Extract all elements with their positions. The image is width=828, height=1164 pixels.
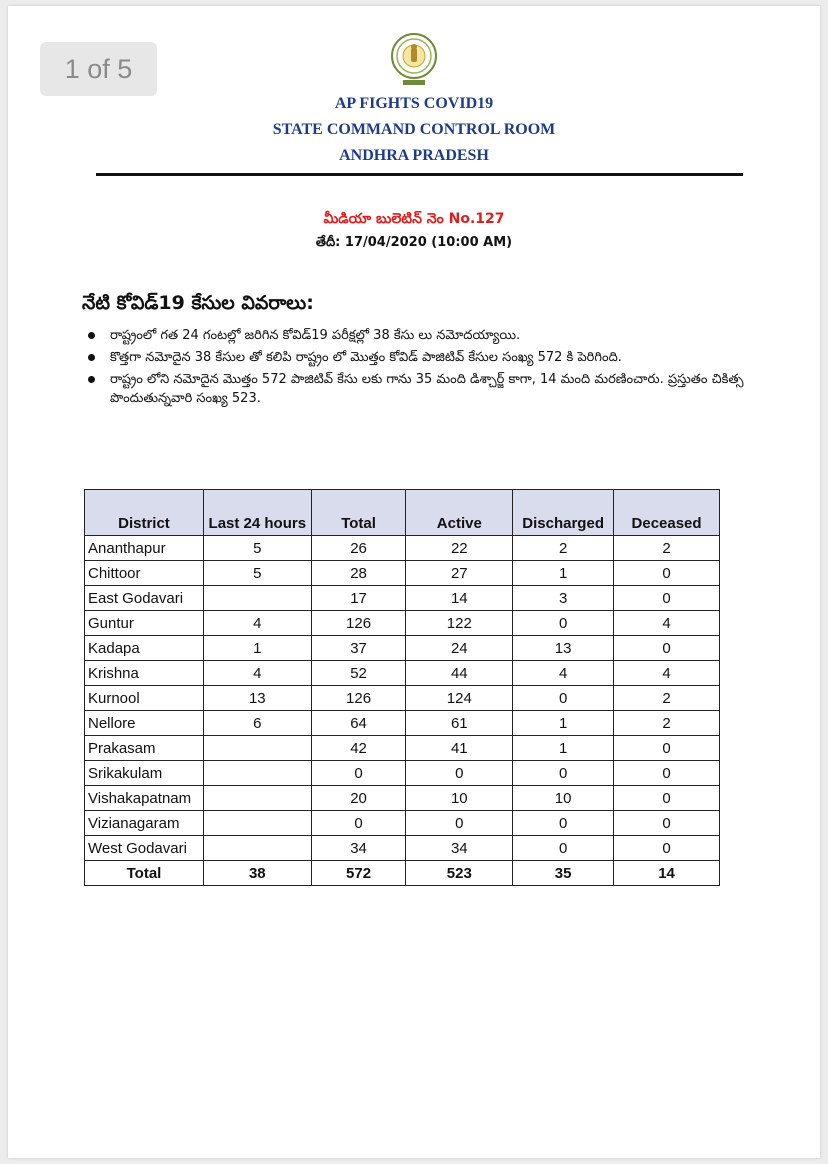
summary-bullet: రాష్ట్రంలో గత 24 గంటల్లో జరిగిన కోవిడ్19 పరీక్షల్లో 38 కేసు లు నమోదయ్యాయి. (84, 326, 748, 345)
total-cell: 64 (311, 711, 406, 736)
active-cell: 24 (406, 636, 513, 661)
total-deceased-cell: 14 (614, 861, 720, 886)
active-cell: 10 (406, 786, 513, 811)
total-active-cell: 523 (406, 861, 513, 886)
last-24-hours-cell: 6 (203, 711, 311, 736)
discharged-cell: 0 (513, 611, 614, 636)
total-last-24-hours-cell: 38 (203, 861, 311, 886)
deceased-cell: 0 (614, 761, 720, 786)
active-cell: 0 (406, 761, 513, 786)
active-cell: 27 (406, 561, 513, 586)
header-line-1: AP FIGHTS COVID19 (334, 95, 494, 112)
district-cell: East Godavari (85, 586, 204, 611)
column-header-total: Total (311, 490, 406, 536)
table-row (85, 536, 720, 561)
deceased-cell: 0 (614, 561, 720, 586)
district-cases-table (84, 489, 720, 886)
discharged-cell: 0 (513, 836, 614, 861)
total-cell: 20 (311, 786, 406, 811)
discharged-cell: 13 (513, 636, 614, 661)
discharged-cell: 10 (513, 786, 614, 811)
last-24-hours-cell (203, 836, 311, 861)
last-24-hours-cell: 5 (203, 536, 311, 561)
district-cell: Srikakulam (85, 761, 204, 786)
active-cell: 122 (406, 611, 513, 636)
deceased-cell: 0 (614, 836, 720, 861)
active-cell: 61 (406, 711, 513, 736)
table-row (85, 836, 720, 861)
active-cell: 14 (406, 586, 513, 611)
table-row (85, 761, 720, 786)
last-24-hours-cell (203, 761, 311, 786)
total-cell: 34 (311, 836, 406, 861)
table-row (85, 586, 720, 611)
header-line-3: ANDHRA PRADESH (339, 147, 489, 164)
deceased-cell: 2 (614, 686, 720, 711)
district-cell: Prakasam (85, 736, 204, 761)
discharged-cell: 1 (513, 736, 614, 761)
total-cell: 52 (311, 661, 406, 686)
district-cell: Ananthapur (85, 536, 204, 561)
table-row (85, 636, 720, 661)
discharged-cell: 2 (513, 536, 614, 561)
active-cell: 22 (406, 536, 513, 561)
total-cell: 28 (311, 561, 406, 586)
table-row (85, 686, 720, 711)
district-cell: Kadapa (85, 636, 204, 661)
last-24-hours-cell: 1 (203, 636, 311, 661)
total-cell: 0 (311, 811, 406, 836)
column-header-discharged: Discharged (513, 490, 614, 536)
table-header-row (85, 490, 720, 536)
district-cell: Nellore (85, 711, 204, 736)
district-cell: Chittoor (85, 561, 204, 586)
discharged-cell: 0 (513, 811, 614, 836)
discharged-cell: 4 (513, 661, 614, 686)
district-cell: Kurnool (85, 686, 204, 711)
deceased-cell: 4 (614, 611, 720, 636)
summary-bullet: కొత్తగా నమోదైన 38 కేసుల తో కలిపి రాష్ట్రం లో మొత్తం కోవిడ్ పాజిటివ్ కేసుల సంఖ్య 572 కి పెరిగింది. (84, 348, 748, 367)
last-24-hours-cell (203, 736, 311, 761)
total-total-cell: 572 (311, 861, 406, 886)
column-header-active: Active (406, 490, 513, 536)
total-cell: 37 (311, 636, 406, 661)
total-label-cell: Total (85, 861, 204, 886)
column-header-last-24-hours: Last 24 hours (203, 490, 311, 536)
deceased-cell: 2 (614, 536, 720, 561)
section-heading: నేటి కోవిడ్19 కేసుల వివరాలు: (82, 292, 314, 314)
discharged-cell: 0 (513, 686, 614, 711)
discharged-cell: 1 (513, 711, 614, 736)
deceased-cell: 0 (614, 736, 720, 761)
total-cell: 126 (311, 686, 406, 711)
total-cell: 26 (311, 536, 406, 561)
total-cell: 126 (311, 611, 406, 636)
table-row (85, 711, 720, 736)
active-cell: 34 (406, 836, 513, 861)
summary-list (84, 326, 748, 411)
page-indicator: 1 of 5 (40, 42, 157, 96)
deceased-cell: 0 (614, 786, 720, 811)
district-cell: Krishna (85, 661, 204, 686)
last-24-hours-cell: 13 (203, 686, 311, 711)
table-total-row (85, 861, 720, 886)
table-row (85, 786, 720, 811)
last-24-hours-cell (203, 586, 311, 611)
summary-bullet: రాష్ట్రం లోని నమోదైన మొత్తం 572 పాజిటివ్ కేసు లకు గాను 35 మంది డిశ్చార్జ్ కాగా, 14 మంది మరణించారు. ప్రస్తుతం చికిత్స పొందుతున్నవారి సంఖ్య 523. (84, 370, 748, 408)
district-cell: Vizianagaram (85, 811, 204, 836)
discharged-cell: 0 (513, 761, 614, 786)
table-row (85, 736, 720, 761)
last-24-hours-cell (203, 811, 311, 836)
district-cell: Guntur (85, 611, 204, 636)
discharged-cell: 1 (513, 561, 614, 586)
deceased-cell: 0 (614, 586, 720, 611)
district-cell: Vishakapatnam (85, 786, 204, 811)
header-divider (96, 173, 743, 176)
bulletin-date: తేదీ: 17/04/2020 (10:00 AM) (315, 235, 513, 250)
column-header-deceased: Deceased (614, 490, 720, 536)
header-line-2: STATE COMMAND CONTROL ROOM (272, 121, 556, 138)
deceased-cell: 2 (614, 711, 720, 736)
table-row (85, 661, 720, 686)
active-cell: 0 (406, 811, 513, 836)
active-cell: 41 (406, 736, 513, 761)
total-cell: 17 (311, 586, 406, 611)
district-cell: West Godavari (85, 836, 204, 861)
last-24-hours-cell: 4 (203, 611, 311, 636)
last-24-hours-cell (203, 786, 311, 811)
table-row (85, 611, 720, 636)
last-24-hours-cell: 4 (203, 661, 311, 686)
deceased-cell: 4 (614, 661, 720, 686)
active-cell: 44 (406, 661, 513, 686)
deceased-cell: 0 (614, 636, 720, 661)
total-cell: 42 (311, 736, 406, 761)
discharged-cell: 3 (513, 586, 614, 611)
last-24-hours-cell: 5 (203, 561, 311, 586)
column-header-district: District (85, 490, 204, 536)
table-row (85, 811, 720, 836)
deceased-cell: 0 (614, 811, 720, 836)
total-cell: 0 (311, 761, 406, 786)
table-row (85, 561, 720, 586)
ap-state-emblem-icon (389, 30, 439, 90)
total-discharged-cell: 35 (513, 861, 614, 886)
active-cell: 124 (406, 686, 513, 711)
bulletin-title: మీడియా బులెటిన్ నెం No.127 (323, 211, 505, 227)
